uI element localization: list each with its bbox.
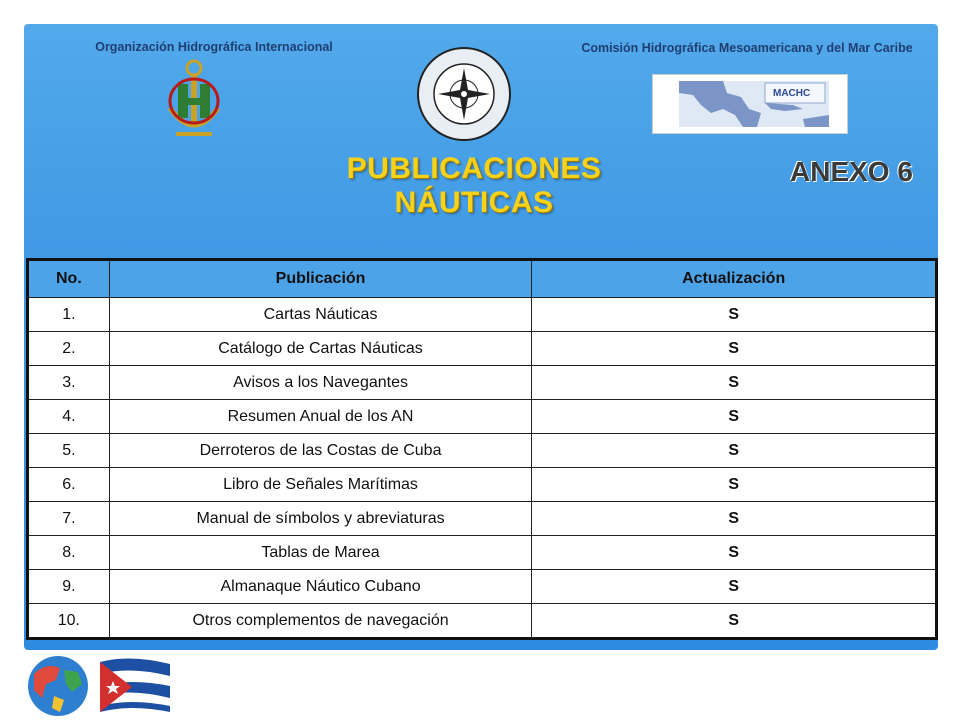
globe-cuba-flag-icon: [20, 650, 180, 720]
publication-name: Derroteros de las Costas de Cuba: [109, 434, 532, 468]
update-status: S: [532, 570, 937, 604]
annex-label: ANEXO 6: [790, 156, 913, 187]
publication-name: Avisos a los Navegantes: [109, 366, 532, 400]
column-header-publication: Publicación: [109, 260, 532, 298]
row-number: 5.: [28, 434, 110, 468]
update-status: S: [532, 400, 937, 434]
column-header-update: Actualización: [532, 260, 937, 298]
row-number: 4.: [28, 400, 110, 434]
page-title: PUBLICACIONES NÁUTICAS: [346, 152, 602, 219]
table-row: [28, 366, 937, 400]
row-number: 10.: [28, 604, 110, 639]
publication-name: Libro de Señales Marítimas: [109, 468, 532, 502]
table-row: [28, 502, 937, 536]
publication-name: Almanaque Náutico Cubano: [109, 570, 532, 604]
update-status: S: [532, 536, 937, 570]
update-status: S: [532, 468, 937, 502]
update-status: S: [532, 298, 937, 332]
right-organization-name: Comisión Hidrográfica Mesoamericana y del Mar Caribe: [581, 41, 913, 55]
publications-table-container: [26, 258, 938, 640]
table-row: [28, 434, 937, 468]
iho-anchor-emblem-icon: [162, 58, 226, 142]
publication-name: Manual de símbolos y abreviaturas: [109, 502, 532, 536]
update-status: S: [532, 434, 937, 468]
table-row: [28, 468, 937, 502]
table-header-row: [28, 260, 937, 298]
table-row: [28, 570, 937, 604]
table-row: [28, 298, 937, 332]
table-row: [28, 332, 937, 366]
publications-table: [26, 258, 938, 640]
cuba-hydrographic-seal-icon: [416, 46, 512, 142]
table-row: [28, 536, 937, 570]
row-number: 6.: [28, 468, 110, 502]
row-number: 3.: [28, 366, 110, 400]
column-header-no: No.: [28, 260, 110, 298]
row-number: 1.: [28, 298, 110, 332]
publication-name: Catálogo de Cartas Náuticas: [109, 332, 532, 366]
row-number: 8.: [28, 536, 110, 570]
row-number: 2.: [28, 332, 110, 366]
publication-name: Cartas Náuticas: [109, 298, 532, 332]
machc-map-logo-icon: [652, 74, 848, 134]
update-status: S: [532, 366, 937, 400]
left-organization-name: Organización Hidrográfica Internacional: [95, 40, 333, 54]
update-status: S: [532, 604, 937, 639]
table-row: [28, 604, 937, 639]
machc-logo-text: MACHC: [773, 88, 811, 99]
publication-name: Otros complementos de navegación: [109, 604, 532, 639]
table-row: [28, 400, 937, 434]
update-status: S: [532, 502, 937, 536]
publication-name: Resumen Anual de los AN: [109, 400, 532, 434]
row-number: 9.: [28, 570, 110, 604]
row-number: 7.: [28, 502, 110, 536]
publication-name: Tablas de Marea: [109, 536, 532, 570]
update-status: S: [532, 332, 937, 366]
